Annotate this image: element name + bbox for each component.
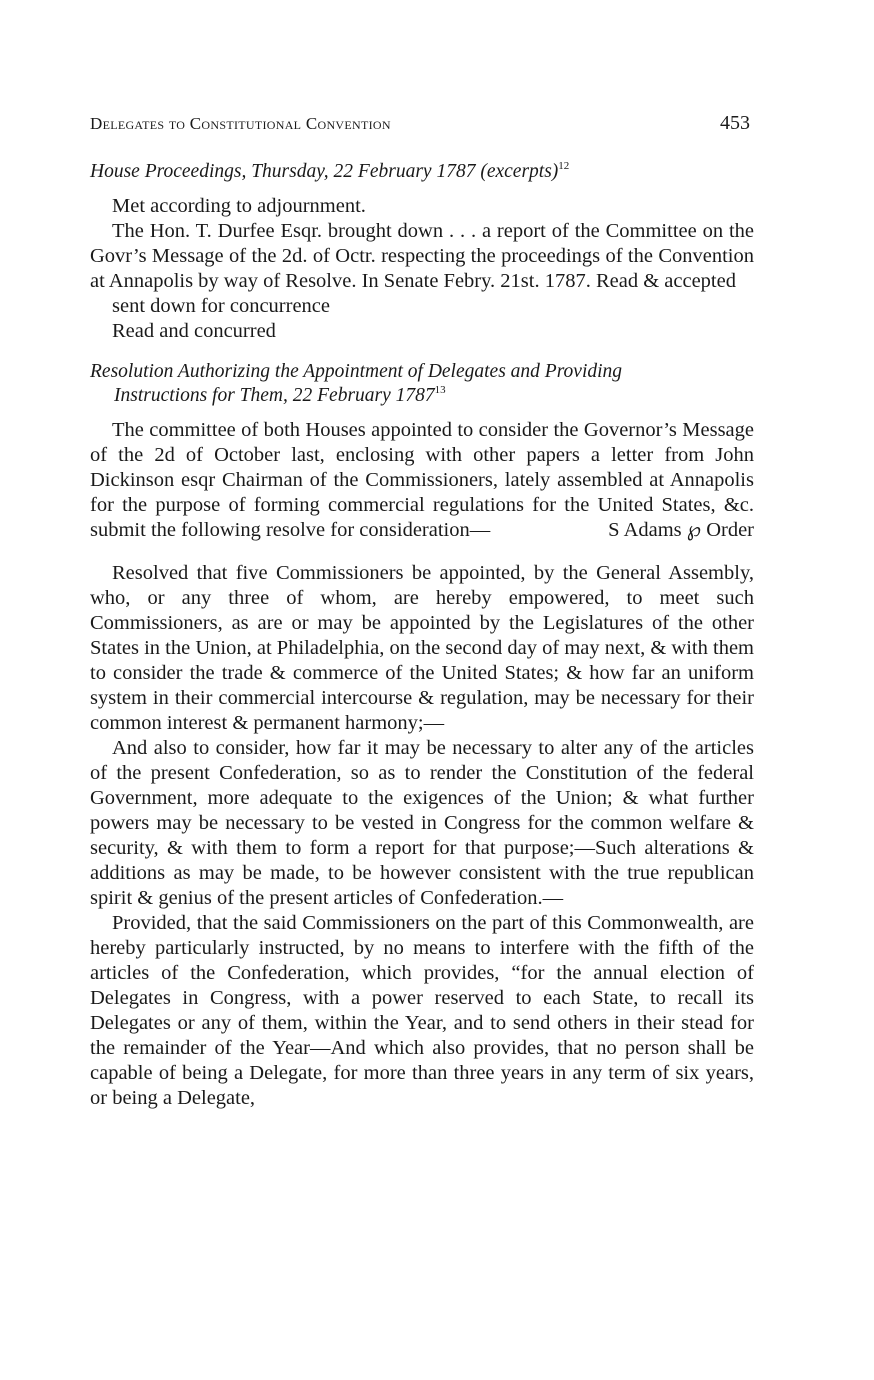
- section-heading-house-proceedings: [90, 160, 754, 184]
- section-body-house-proceedings: [90, 194, 754, 344]
- section-heading-line1: Resolution Authorizing the Appointment of Delegates and Providing: [90, 361, 623, 382]
- proceedings-line: sent down for concurrence: [112, 295, 331, 317]
- proceedings-line: Met according to adjournment.: [112, 195, 366, 217]
- footnote-ref: 13: [434, 384, 446, 396]
- section-heading-resolution: [90, 360, 754, 408]
- footnote-ref: 12: [558, 160, 570, 172]
- section-heading-line2-wrap: [90, 384, 754, 408]
- proceedings-line: Read and concurred: [112, 320, 276, 342]
- resolution-paragraph: Resolved that five Commissioners be appointed, by the General Assembly, who, or any three of whom, are hereby empowered, to meet such Commissioners, as are or may be appointed by the Legislatures of the other States in the Union, at Philadelphia, on the second day of may next, & with them to consider the trade & commerce of the United States; & how far an uniform system in their commercial intercourse & regulation, may be necessary for their common interest & permanent harmony;—: [90, 562, 754, 734]
- section-body-resolution: [90, 418, 754, 1111]
- committee-intro: The committee of both Houses appointed to consider the Governor’s Message of the 2d of October last, enclosing with other papers a letter from John Dickinson esqr Chairman of the Commissioners, lately assembled at Annapolis for the purpose of forming commercial regulations for the United States, &c. submit the following resolve for consideration—: [90, 419, 754, 541]
- section-heading-text: House Proceedings, Thursday, 22 February 1787 (excerpts): [90, 161, 559, 182]
- document-page: [90, 112, 754, 1111]
- proceedings-line: The Hon. T. Durfee Esqr. brought down . . . a report of the Committee on the Govr’s Message of the 2d. of Octr. respecting the proceedings of the Convention at Annapolis by way of Resolve. In Senate Febry. 21st. 1787. Read & accepted: [90, 220, 754, 292]
- signature: S Adams ℘ Order: [608, 519, 754, 541]
- page-number: 453: [720, 112, 750, 134]
- section-heading-line2: Instructions for Them, 22 February 1787: [114, 385, 435, 406]
- resolution-paragraph: And also to consider, how far it may be necessary to alter any of the articles of the present Confederation, so as to render the Constitution of the federal Government, more adequate to the exigences of the Union; & what further powers may be necessary to be vested in Congress for the common welfare & security, & with them to form a report for that purpose;—Such alterations & additions as may be made, to be however consistent with the true republican spirit & genius of the present articles of Confederation.—: [90, 737, 754, 909]
- running-title: Delegates to Constitutional Convention: [90, 114, 391, 133]
- running-head: [90, 112, 754, 146]
- resolution-paragraph: Provided, that the said Commissioners on the part of this Commonwealth, are hereby particularly instructed, by no means to interfere with the fifth of the articles of the Confederation, which provides, “for the annual election of Delegates in Congress, with a power reserved to each State, to recall its Delegates or any of them, within the Year, and to send others in their stead for the remainder of the Year—And which also provides, that no person shall be capable of being a Delegate, for more than three years in any term of six years, or being a Delegate,: [90, 912, 754, 1109]
